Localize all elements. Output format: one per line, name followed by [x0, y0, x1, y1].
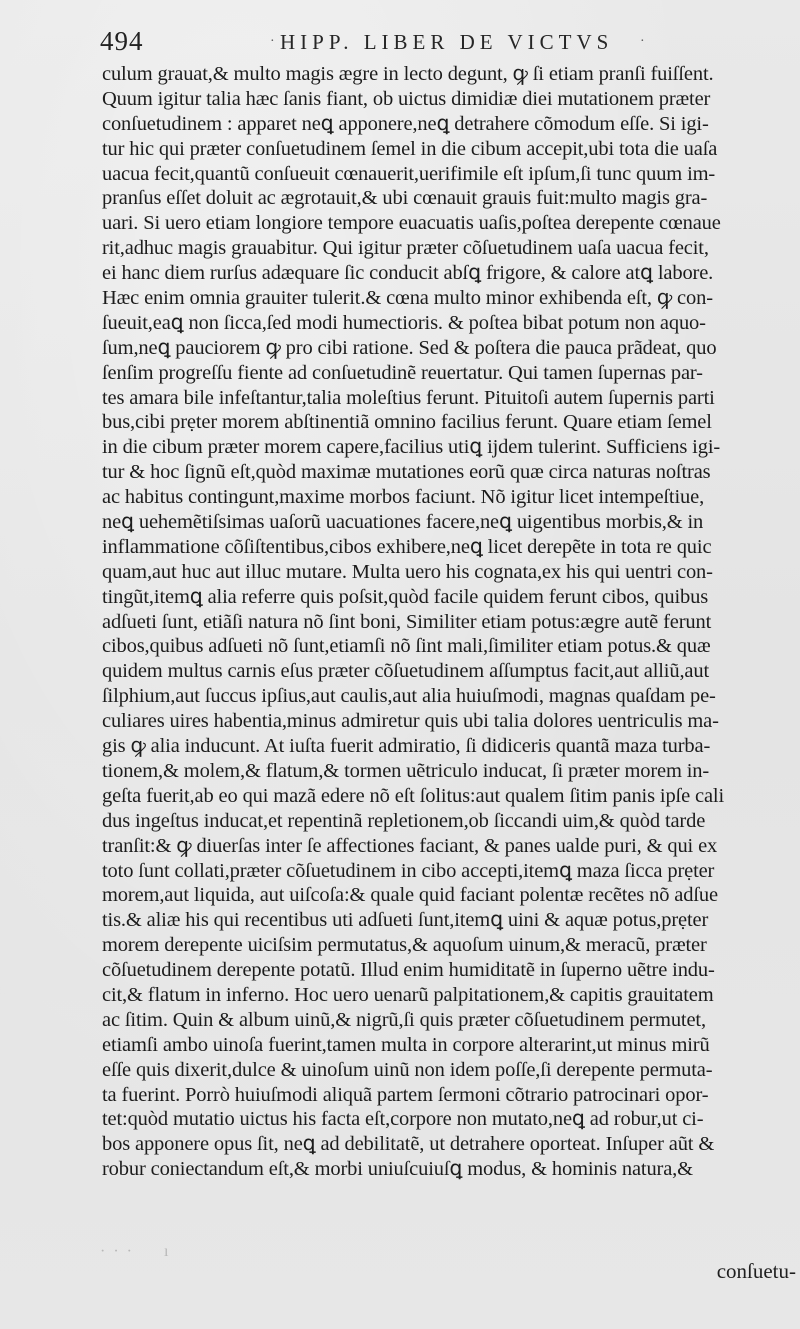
text-line: neꝗ uehemẽtiſsimas uaſorũ uacuationes facere,neꝗ uigentibus morbis,& in — [102, 511, 704, 534]
text-line: inflammatione cõſiſtentibus,cibos exhibere,neꝗ licet derepẽte in tota re quic — [102, 535, 712, 558]
text-line: robur coniectandum eſt,& morbi uniuſcuiuſꝗ modus, & hominis natura,& — [102, 1158, 693, 1181]
text-line: gis ꝙ alia inducunt. At iuſta fuerit admiratio, ſi didiceris quantã maza turba- — [102, 735, 711, 758]
text-line: etiamſi ambo uinoſa fuerint,tamen multa in corpore alterarint,ut minus mirũ — [102, 1033, 710, 1056]
text-line: tes amara bile infeſtantur,talia moleſtius ferunt. Pituitoſi autem ſupernis parti — [102, 386, 715, 409]
text-line: bos apponere opus ſit, neꝗ ad debilitatẽ, ut detrahere oporteat. Inſuper aũt & — [102, 1133, 715, 1156]
ink-smudge: · · · ı — [100, 1243, 171, 1260]
ornament-icon: · — [270, 34, 275, 49]
text-line: tet:quòd mutatio uictus his facta eſt,corpore non mutato,neꝗ ad robur,ut ci- — [102, 1108, 704, 1131]
text-line: tur hic qui præter conſuetudinem ſemel in die cibum accepit,ubi tota die uaſa — [102, 137, 718, 160]
text-line: cõſuetudinem derepente potatũ. Illud enim humiditatẽ in ſuperno uẽtre indu- — [102, 959, 715, 982]
text-line: ei hanc diem rurſus adæquare ſic conducit abſꝗ frigore, & calore atꝗ labore. — [102, 262, 714, 285]
text-line: ſenſim progreſſu fiente ad conſuetudinẽ reuertatur. Qui tamen ſupernas par- — [102, 361, 703, 384]
text-line: rit,adhuc magis grauabitur. Qui igitur præter cõſuetudinem uaſa uacua fecit, — [102, 237, 709, 260]
text-line: cibos,quibus adſueti nõ ſunt,etiamſi nõ ſint mali,ſimiliter etiam potus.& quæ — [102, 635, 711, 658]
text-line: ac habitus contingunt,maxime morbos faciunt. Nõ igitur licet intempeſtiue, — [102, 486, 705, 509]
text-line: cit,& flatum in inferno. Hoc uero uenarũ palpitationem,& capitis grauitatem — [102, 983, 714, 1006]
body-text — [102, 62, 798, 1182]
text-line: morem derepente uiciſsim permutatus,& aquoſum uinum,& meracũ, præter — [102, 934, 707, 957]
text-line: quam,aut huc aut illuc mutare. Multa uero his cognata,ex his qui uentri con- — [102, 560, 713, 583]
text-line: tis.& aliæ his qui recentibus uti adſueti ſunt,itemꝗ uini & aquæ potus,prẹter — [102, 909, 709, 932]
text-line: tranſit:& ꝙ diuerſas inter ſe affectiones faciant, & panes ualde puri, & qui ex — [102, 834, 718, 857]
text-line: conſuetudinem : apparet neꝗ apponere,neꝗ detrahere cõmodum eſſe. Si igi- — [102, 112, 709, 135]
text-line: bus,cibi prẹter morem abſtinentiã omnino facilius ferunt. Quare etiam ſemel — [102, 411, 712, 434]
text-line: Quum igitur talia hæc ſanis fiant, ob uictus dimidiæ diei mutationem præter — [102, 87, 711, 110]
ornament-icon: · — [640, 34, 645, 49]
page-number: 494 — [100, 26, 144, 56]
text-line: adſueti ſunt, etiãſi natura nõ ſint boni, Similiter etiam potus:ægre autẽ ferunt — [102, 610, 712, 633]
page-header — [100, 26, 660, 66]
text-line: in die cibum præter morem capere,facilius utiꝗ ijdem tulerint. Sufficiens igi- — [102, 436, 721, 459]
text-line: culum grauat,& multo magis ægre in lecto degunt, ꝙ ſi etiam pranſi fuiſſent. — [102, 63, 714, 85]
text-line: morem,aut liquida, aut uiſcoſa:& quale quid faciant polentæ recẽtes nõ adſue — [102, 884, 718, 907]
text-line: eſſe quis dixerit,dulce & uinoſum uinũ non idem poſſe,ſi derepente permuta- — [102, 1058, 713, 1081]
text-line: ta fuerint. Porrò huiuſmodi aliquã partem ſermoni cõtrario patrocinari opor- — [102, 1083, 709, 1106]
text-line: tingũt,itemꝗ alia referre quis poſsit,quòd facile quidem ferunt cibos, quibus — [102, 585, 709, 608]
text-line: culiares uires habentia,minus admiretur quis ubi talia dolores uentriculis ma- — [102, 710, 719, 733]
text-line: uacua fecit,quantũ conſueuit cœnauerit,uerifimile eſt ipſum,ſi tunc quum im- — [102, 162, 716, 185]
page-footer — [0, 1237, 800, 1297]
text-line: geſta fuerit,ab eo qui mazã edere nõ eſt ſolitus:aut qualem ſitim panis ipſe cali — [102, 784, 724, 807]
text-line: ac ſitim. Quin & album uinũ,& nigrũ,ſi quis præter cõſuetudinem permutet, — [102, 1008, 706, 1031]
text-line: ſum,neꝗ pauciorem ꝙ pro cibi ratione. Sed & poſtera die pauca prãdeat, quo — [102, 336, 717, 359]
text-line: quidem multus carnis eſus præter cõſuetudinem aſſumptus facit,aut alliũ,aut — [102, 660, 710, 683]
text-line: Hæc enim omnia grauiter tulerit.& cœna multo minor exhibenda eſt, ꝙ con- — [102, 287, 713, 310]
text-line: toto ſunt collati,præter cõſuetudinem in cibo accepti,itemꝗ maza ſicca prẹter — [102, 859, 715, 882]
text-line: tionem,& molem,& flatum,& tormen uẽtriculo inducat, ſi præter morem in- — [102, 759, 710, 782]
catchword: conſuetu- — [716, 1259, 796, 1283]
running-head: HIPP. LIBER DE VICTVS — [280, 30, 614, 54]
text-line: dus ingeſtus inducat,et repentinã repletionem,ob ſiccandi uim,& quòd tarde — [102, 809, 706, 832]
text-line: uari. Si uero etiam longiore tempore euacuatis uaſis,poſtea derepente cœnaue — [102, 212, 721, 235]
text-line: ſilphium,aut ſuccus ipſius,aut caulis,aut alia huiuſmodi, magnas quaſdam pe- — [102, 685, 716, 708]
text-line: ſueuit,eaꝗ non ſicca,ſed modi humectioris. & poſtea bibat potum non aquo- — [102, 311, 706, 334]
text-line: tur & hoc ſignũ eſt,quòd maximæ mutationes eorũ quæ circa naturas noſtras — [102, 461, 711, 484]
text-line: pranſus eſſet doluit ac ægrotauit,& ubi cœnauit grauis fuit:multo magis gra- — [102, 187, 708, 210]
